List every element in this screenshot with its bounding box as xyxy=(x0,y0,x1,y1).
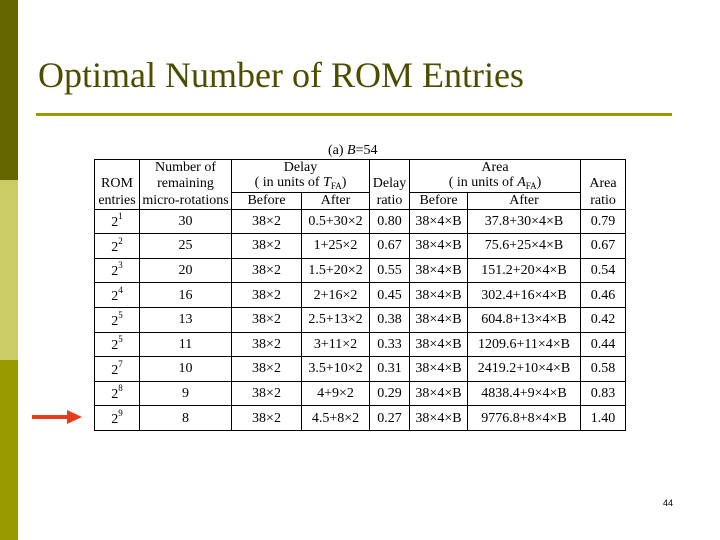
header-delay-ratio-spacer xyxy=(370,160,410,176)
rom-exponent: 8 xyxy=(118,383,123,394)
rom-exponent: 5 xyxy=(118,309,123,320)
rom-base: 2 xyxy=(111,313,119,329)
remaining-cell: 16 xyxy=(140,283,232,308)
header-remaining-line1: Number of xyxy=(140,160,232,176)
rom-entries-cell xyxy=(95,357,140,382)
area-ratio-cell: 0.42 xyxy=(581,308,626,333)
remaining-cell: 13 xyxy=(140,308,232,333)
remaining-cell: 10 xyxy=(140,357,232,382)
delay-ratio-cell: 0.29 xyxy=(370,381,410,406)
delay-before-cell: 38×2 xyxy=(232,209,302,234)
table-row xyxy=(95,283,626,308)
delay-after-cell: 3+11×2 xyxy=(302,332,370,357)
rom-exponent: 5 xyxy=(118,334,123,345)
table-row xyxy=(95,308,626,333)
area-after-cell: 37.8+30×4×B xyxy=(468,209,581,234)
area-before-cell: 38×4×B xyxy=(410,406,468,431)
header-area-before: Before xyxy=(410,193,468,209)
delay-before-cell: 38×2 xyxy=(232,381,302,406)
header-remaining-line2: remaining xyxy=(140,175,232,192)
header-delay-ratio-line1: Delay xyxy=(370,175,410,192)
delay-units-suffix: ) xyxy=(341,175,347,191)
delay-before-cell: 38×2 xyxy=(232,357,302,382)
area-units-suffix: ) xyxy=(536,175,542,191)
rom-entries-cell xyxy=(95,283,140,308)
area-ratio-cell: 0.58 xyxy=(581,357,626,382)
delay-ratio-cell: 0.33 xyxy=(370,332,410,357)
area-before-cell: 38×4×B xyxy=(410,258,468,283)
area-unit-symbol: A xyxy=(517,175,526,191)
area-after-cell: 9776.8+8×4×B xyxy=(468,406,581,431)
header-rom-line1: ROM xyxy=(95,175,140,192)
table-row xyxy=(95,258,626,283)
caption-suffix: =54 xyxy=(355,143,378,158)
delay-ratio-cell: 0.31 xyxy=(370,357,410,382)
rom-entries-cell xyxy=(95,308,140,333)
area-ratio-cell: 0.79 xyxy=(581,209,626,234)
rom-base: 2 xyxy=(111,338,119,354)
area-before-cell: 38×4×B xyxy=(410,381,468,406)
remaining-cell: 8 xyxy=(140,406,232,431)
accent-bar-bottom xyxy=(0,360,18,540)
rom-exponent: 4 xyxy=(118,285,123,296)
title-underline xyxy=(36,113,672,116)
header-rom-line2: entries xyxy=(95,193,140,209)
rom-entries-cell xyxy=(95,209,140,234)
delay-units-prefix: ( in units of xyxy=(254,175,324,191)
area-before-cell: 38×4×B xyxy=(410,308,468,333)
table-row xyxy=(95,357,626,382)
delay-after-cell: 1+25×2 xyxy=(302,234,370,259)
header-area-ratio-line2: ratio xyxy=(581,193,626,209)
rom-base: 2 xyxy=(111,289,119,305)
remaining-cell: 11 xyxy=(140,332,232,357)
area-ratio-cell: 0.83 xyxy=(581,381,626,406)
rom-exponent: 2 xyxy=(118,235,123,246)
delay-after-cell: 4.5+8×2 xyxy=(302,406,370,431)
delay-ratio-cell: 0.38 xyxy=(370,308,410,333)
area-before-cell: 38×4×B xyxy=(410,283,468,308)
rom-base: 2 xyxy=(111,412,119,428)
area-ratio-cell: 0.46 xyxy=(581,283,626,308)
delay-ratio-cell: 0.27 xyxy=(370,406,410,431)
rom-exponent: 9 xyxy=(118,408,123,419)
rom-entries-cell xyxy=(95,234,140,259)
rom-exponent: 1 xyxy=(118,211,123,222)
area-after-cell: 75.6+25×4×B xyxy=(468,234,581,259)
area-ratio-cell: 0.44 xyxy=(581,332,626,357)
header-area-ratio-line1: Area xyxy=(581,175,626,192)
delay-ratio-cell: 0.55 xyxy=(370,258,410,283)
rom-exponent: 3 xyxy=(118,260,123,271)
delay-before-cell: 38×2 xyxy=(232,234,302,259)
table-row xyxy=(95,406,626,431)
caption-prefix: (a) xyxy=(328,143,348,158)
header-area-line1: Area xyxy=(410,160,581,176)
rom-entries-cell xyxy=(95,258,140,283)
table-row xyxy=(95,209,626,234)
delay-after-cell: 3.5+10×2 xyxy=(302,357,370,382)
page-number: 44 xyxy=(663,498,674,508)
table-row xyxy=(95,234,626,259)
arrow-shape xyxy=(32,410,82,424)
delay-ratio-cell: 0.80 xyxy=(370,209,410,234)
table-row xyxy=(95,381,626,406)
header-rom-spacer xyxy=(95,160,140,176)
rom-base: 2 xyxy=(111,264,119,280)
area-units-prefix: ( in units of xyxy=(448,175,518,191)
rom-exponent: 7 xyxy=(118,358,123,369)
accent-bar-top xyxy=(0,0,18,180)
header-delay-units xyxy=(232,175,370,192)
delay-after-cell: 2+16×2 xyxy=(302,283,370,308)
header-area-units xyxy=(410,175,581,192)
area-ratio-cell: 1.40 xyxy=(581,406,626,431)
header-delay-after: After xyxy=(302,193,370,209)
area-before-cell: 38×4×B xyxy=(410,332,468,357)
area-unit-subscript: FA xyxy=(525,181,537,192)
slide-title: Optimal Number of ROM Entries xyxy=(38,55,524,95)
header-area-ratio-spacer xyxy=(581,160,626,176)
area-after-cell: 151.2+20×4×B xyxy=(468,258,581,283)
delay-before-cell: 38×2 xyxy=(232,406,302,431)
delay-unit-subscript: FA xyxy=(330,181,342,192)
delay-after-cell: 0.5+30×2 xyxy=(302,209,370,234)
rom-base: 2 xyxy=(111,362,119,378)
header-delay-ratio-line2: ratio xyxy=(370,193,410,209)
area-after-cell: 2419.2+10×4×B xyxy=(468,357,581,382)
remaining-cell: 25 xyxy=(140,234,232,259)
remaining-cell: 20 xyxy=(140,258,232,283)
rom-entries-cell xyxy=(95,406,140,431)
rom-base: 2 xyxy=(111,239,119,255)
header-area-after: After xyxy=(468,193,581,209)
area-ratio-cell: 0.54 xyxy=(581,258,626,283)
area-after-cell: 302.4+16×4×B xyxy=(468,283,581,308)
table-caption xyxy=(328,143,378,159)
accent-bar-middle xyxy=(0,180,18,360)
rom-entries-cell xyxy=(95,381,140,406)
header-delay-line1: Delay xyxy=(232,160,370,176)
area-before-cell: 38×4×B xyxy=(410,209,468,234)
delay-after-cell: 4+9×2 xyxy=(302,381,370,406)
delay-ratio-cell: 0.45 xyxy=(370,283,410,308)
area-before-cell: 38×4×B xyxy=(410,234,468,259)
delay-before-cell: 38×2 xyxy=(232,308,302,333)
delay-after-cell: 2.5+13×2 xyxy=(302,308,370,333)
area-after-cell: 604.8+13×4×B xyxy=(468,308,581,333)
area-ratio-cell: 0.67 xyxy=(581,234,626,259)
rom-entries-table xyxy=(94,159,626,431)
remaining-cell: 30 xyxy=(140,209,232,234)
area-before-cell: 38×4×B xyxy=(410,357,468,382)
rom-base: 2 xyxy=(111,215,119,231)
header-delay-before: Before xyxy=(232,193,302,209)
rom-base: 2 xyxy=(111,387,119,403)
caption-variable: B xyxy=(347,143,356,158)
delay-before-cell: 38×2 xyxy=(232,258,302,283)
delay-ratio-cell: 0.67 xyxy=(370,234,410,259)
delay-before-cell: 38×2 xyxy=(232,332,302,357)
delay-before-cell: 38×2 xyxy=(232,283,302,308)
area-after-cell: 4838.4+9×4×B xyxy=(468,381,581,406)
highlight-arrow-icon xyxy=(32,410,82,424)
table-row xyxy=(95,332,626,357)
delay-after-cell: 1.5+20×2 xyxy=(302,258,370,283)
delay-unit-symbol: T xyxy=(323,175,331,191)
rom-entries-cell xyxy=(95,332,140,357)
remaining-cell: 9 xyxy=(140,381,232,406)
area-after-cell: 1209.6+11×4×B xyxy=(468,332,581,357)
header-remaining-line3: micro-rotations xyxy=(140,193,232,209)
